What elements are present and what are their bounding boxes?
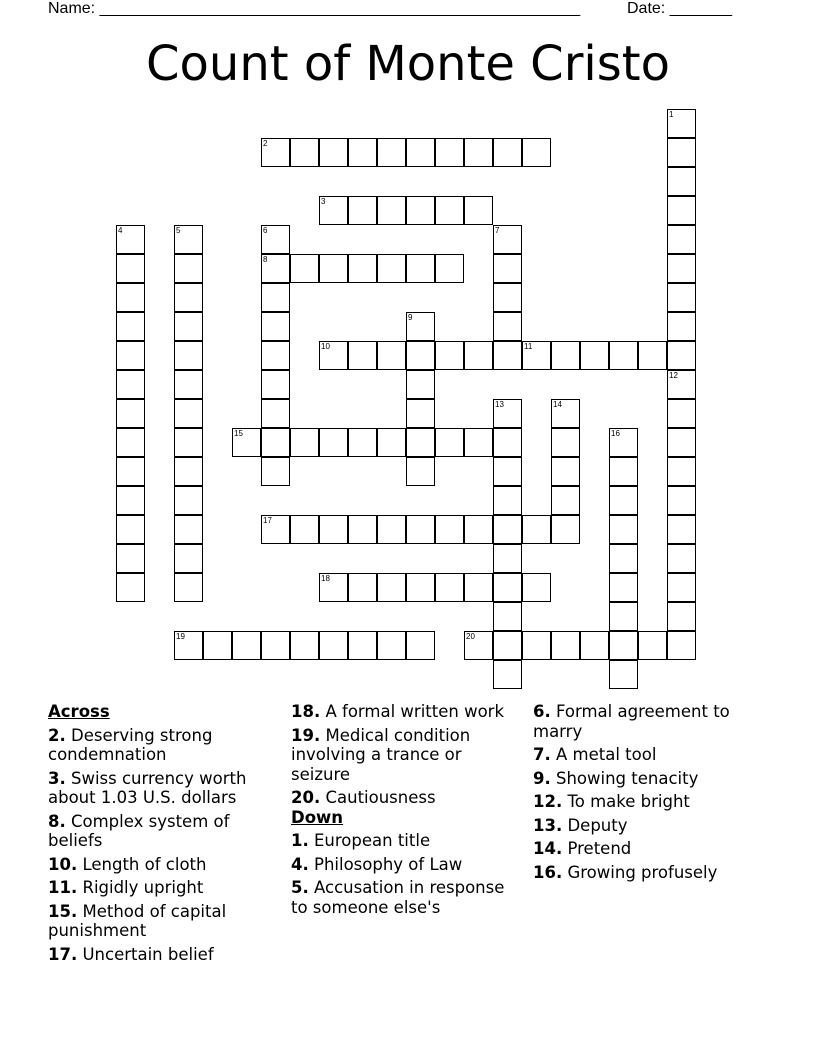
clue-item-number: 12. <box>533 792 563 811</box>
clue-number: 7 <box>495 226 500 235</box>
grid-cell[interactable] <box>609 631 638 660</box>
grid-cell[interactable] <box>522 341 551 370</box>
grid-cell[interactable] <box>348 138 377 167</box>
grid-cell[interactable] <box>174 399 203 428</box>
grid-cell[interactable] <box>435 515 464 544</box>
clue-item-text: Complex system of beliefs <box>48 811 230 850</box>
clue-item <box>291 878 521 917</box>
grid-cell[interactable] <box>551 631 580 660</box>
grid-cell[interactable] <box>435 573 464 602</box>
clue-number: 9 <box>408 313 413 322</box>
clue-number: 14 <box>553 400 562 409</box>
clue-item <box>291 855 521 875</box>
grid-cell[interactable] <box>435 428 464 457</box>
grid-cell[interactable] <box>406 312 435 341</box>
grid-cell[interactable] <box>377 515 406 544</box>
grid-cell[interactable] <box>667 428 696 457</box>
grid-cell[interactable] <box>261 428 290 457</box>
grid-cell[interactable] <box>116 573 145 602</box>
clue-item-text: European title <box>308 831 431 850</box>
grid-cell[interactable] <box>406 399 435 428</box>
grid-cell[interactable] <box>493 544 522 573</box>
clue-item-number: 2. <box>48 725 66 745</box>
grid-cell[interactable] <box>667 341 696 370</box>
grid-cell[interactable] <box>174 283 203 312</box>
grid-cell[interactable] <box>493 631 522 660</box>
clue-item-text: Accusation in response to someone else's <box>291 878 505 917</box>
grid-cell[interactable] <box>667 312 696 341</box>
clue-item-number: 4. <box>291 854 309 874</box>
clue-item-number: 15. <box>48 901 78 921</box>
grid-cell[interactable] <box>174 544 203 573</box>
grid-cell[interactable] <box>609 573 638 602</box>
clue-item <box>48 878 278 898</box>
across-clue-list-continued <box>291 702 521 808</box>
clue-number: 15 <box>234 429 243 438</box>
clue-item-number: 1. <box>291 831 309 850</box>
grid-cell[interactable] <box>174 370 203 399</box>
grid-cell[interactable] <box>261 225 290 254</box>
grid-cell[interactable] <box>667 631 696 660</box>
grid-cell[interactable] <box>116 254 145 283</box>
grid-cell[interactable] <box>319 631 348 660</box>
grid-cell[interactable] <box>290 631 319 660</box>
grid-cell[interactable] <box>667 544 696 573</box>
grid-cell[interactable] <box>319 196 348 225</box>
across-heading: Across <box>48 702 110 721</box>
grid-cell[interactable] <box>319 515 348 544</box>
clue-number: 17 <box>263 516 272 525</box>
clue-item-number: 10. <box>48 854 78 874</box>
grid-cell[interactable] <box>464 428 493 457</box>
grid-cell[interactable] <box>580 341 609 370</box>
clue-item-text: To make bright <box>562 792 690 811</box>
clue-item-number: 3. <box>48 768 66 788</box>
grid-cell[interactable] <box>609 602 638 631</box>
grid-cell[interactable] <box>290 515 319 544</box>
grid-cell[interactable] <box>609 486 638 515</box>
clue-item-number: 9. <box>533 768 551 788</box>
clue-item-text: Pretend <box>562 839 632 858</box>
clue-number: 8 <box>263 255 268 264</box>
date-field-label[interactable]: Date: _______ <box>627 0 732 17</box>
grid-cell[interactable] <box>464 631 493 660</box>
grid-cell[interactable] <box>261 138 290 167</box>
clue-number: 2 <box>263 139 268 148</box>
clue-number: 5 <box>176 226 181 235</box>
grid-cell[interactable] <box>667 486 696 515</box>
grid-cell[interactable] <box>116 399 145 428</box>
grid-cell[interactable] <box>667 515 696 544</box>
clue-item <box>533 839 773 859</box>
grid-cell[interactable] <box>261 312 290 341</box>
grid-cell[interactable] <box>261 283 290 312</box>
clue-item-number: 18. <box>291 702 321 721</box>
grid-cell[interactable] <box>116 486 145 515</box>
grid-cell[interactable] <box>261 515 290 544</box>
grid-cell[interactable] <box>174 486 203 515</box>
clue-item <box>48 902 278 941</box>
clue-number: 16 <box>611 429 620 438</box>
clue-number: 4 <box>118 226 123 235</box>
grid-cell[interactable] <box>493 660 522 689</box>
grid-cell[interactable] <box>116 225 145 254</box>
grid-cell[interactable] <box>609 660 638 689</box>
clue-item-text: Deserving strong condemnation <box>48 725 213 764</box>
clue-item <box>533 863 773 883</box>
grid-cell[interactable] <box>348 341 377 370</box>
grid-cell[interactable] <box>290 428 319 457</box>
clue-item-number: 6. <box>533 702 551 721</box>
grid-cell[interactable] <box>319 138 348 167</box>
grid-cell[interactable] <box>319 428 348 457</box>
grid-cell[interactable] <box>609 544 638 573</box>
grid-cell[interactable] <box>522 138 551 167</box>
name-field-label[interactable]: Name: ______________________________________________________ <box>48 0 581 17</box>
grid-cell[interactable] <box>464 515 493 544</box>
clue-item-text: Cautiousness <box>320 788 436 807</box>
grid-cell[interactable] <box>464 138 493 167</box>
clue-item <box>533 745 773 765</box>
grid-cell[interactable] <box>435 196 464 225</box>
clue-item-text: Formal agreement to marry <box>533 702 730 741</box>
grid-cell[interactable] <box>493 515 522 544</box>
clue-item <box>48 726 278 765</box>
clue-number: 20 <box>466 632 475 641</box>
clue-item-text: A formal written work <box>320 702 505 721</box>
clue-item-text: Rigidly upright <box>77 878 204 897</box>
grid-cell[interactable] <box>609 515 638 544</box>
grid-cell[interactable] <box>406 254 435 283</box>
clue-item-text: Showing tenacity <box>550 768 699 788</box>
clue-item <box>291 726 521 785</box>
clues-column-3 <box>533 702 773 886</box>
grid-cell[interactable] <box>667 109 696 138</box>
clue-item <box>533 702 773 741</box>
grid-cell[interactable] <box>174 225 203 254</box>
clue-item <box>533 769 773 789</box>
clue-item <box>48 945 278 965</box>
grid-cell[interactable] <box>406 341 435 370</box>
grid-cell[interactable] <box>174 312 203 341</box>
grid-cell[interactable] <box>667 573 696 602</box>
grid-cell[interactable] <box>667 254 696 283</box>
clue-item-text: Swiss currency worth about 1.03 U.S. dollars <box>48 768 247 807</box>
grid-cell[interactable] <box>406 428 435 457</box>
grid-cell[interactable] <box>493 312 522 341</box>
grid-cell[interactable] <box>522 573 551 602</box>
clue-number: 11 <box>524 342 533 351</box>
grid-cell[interactable] <box>377 341 406 370</box>
clue-item <box>291 788 521 808</box>
grid-cell[interactable] <box>667 399 696 428</box>
grid-cell[interactable] <box>116 312 145 341</box>
grid-cell[interactable] <box>493 283 522 312</box>
grid-cell[interactable] <box>348 573 377 602</box>
clue-item <box>291 831 521 851</box>
clue-item <box>533 792 773 812</box>
grid-cell[interactable] <box>522 515 551 544</box>
clue-item-text: A metal tool <box>550 745 657 764</box>
grid-cell[interactable] <box>551 486 580 515</box>
grid-cell[interactable] <box>174 341 203 370</box>
grid-cell[interactable] <box>435 341 464 370</box>
grid-cell[interactable] <box>261 254 290 283</box>
grid-cell[interactable] <box>377 254 406 283</box>
clue-item-number: 19. <box>291 725 321 745</box>
grid-cell[interactable] <box>116 515 145 544</box>
grid-cell[interactable] <box>435 254 464 283</box>
grid-cell[interactable] <box>377 573 406 602</box>
grid-cell[interactable] <box>667 196 696 225</box>
grid-cell[interactable] <box>493 399 522 428</box>
grid-cell[interactable] <box>435 138 464 167</box>
grid-cell[interactable] <box>493 341 522 370</box>
grid-cell[interactable] <box>261 457 290 486</box>
grid-cell[interactable] <box>174 254 203 283</box>
clue-item <box>48 769 278 808</box>
grid-cell[interactable] <box>377 196 406 225</box>
grid-cell[interactable] <box>667 602 696 631</box>
grid-cell[interactable] <box>609 428 638 457</box>
grid-cell[interactable] <box>406 573 435 602</box>
grid-cell[interactable] <box>406 457 435 486</box>
grid-cell[interactable] <box>493 457 522 486</box>
grid-cell[interactable] <box>638 341 667 370</box>
grid-cell[interactable] <box>174 428 203 457</box>
clues-column-2 <box>291 702 521 921</box>
clue-item <box>48 855 278 875</box>
grid-cell[interactable] <box>348 515 377 544</box>
grid-cell[interactable] <box>493 486 522 515</box>
grid-cell[interactable] <box>464 196 493 225</box>
clue-number: 13 <box>495 400 504 409</box>
grid-cell[interactable] <box>493 428 522 457</box>
grid-cell[interactable] <box>406 138 435 167</box>
grid-cell[interactable] <box>319 341 348 370</box>
grid-cell[interactable] <box>174 515 203 544</box>
clue-number: 10 <box>321 342 330 351</box>
clue-number: 1 <box>669 110 674 119</box>
down-clue-list <box>291 831 521 917</box>
across-clue-list <box>48 726 278 965</box>
grid-cell[interactable] <box>174 573 203 602</box>
grid-cell[interactable] <box>609 341 638 370</box>
clue-number: 19 <box>176 632 185 641</box>
clue-number: 12 <box>669 371 678 380</box>
down-clue-list-continued <box>533 702 773 882</box>
grid-cell[interactable] <box>638 631 667 660</box>
clues-column-1 <box>48 702 278 968</box>
grid-cell[interactable] <box>551 515 580 544</box>
clue-item-number: 11. <box>48 878 78 897</box>
clue-item-number: 7. <box>533 745 551 764</box>
clue-item-number: 8. <box>48 811 66 831</box>
grid-cell[interactable] <box>406 631 435 660</box>
clue-item-number: 14. <box>533 839 563 858</box>
clue-item-text: Uncertain belief <box>77 944 214 964</box>
grid-cell[interactable] <box>551 428 580 457</box>
grid-cell[interactable] <box>493 602 522 631</box>
grid-cell[interactable] <box>551 341 580 370</box>
grid-cell[interactable] <box>377 428 406 457</box>
clue-item-number: 17. <box>48 944 78 964</box>
grid-cell[interactable] <box>348 196 377 225</box>
clue-number: 18 <box>321 574 330 583</box>
grid-cell[interactable] <box>290 254 319 283</box>
grid-cell[interactable] <box>116 457 145 486</box>
grid-cell[interactable] <box>667 138 696 167</box>
clue-number: 3 <box>321 197 326 206</box>
grid-cell[interactable] <box>667 225 696 254</box>
grid-cell[interactable] <box>116 428 145 457</box>
grid-cell[interactable] <box>261 399 290 428</box>
clue-item-text: Method of capital punishment <box>48 901 227 940</box>
grid-cell[interactable] <box>493 138 522 167</box>
grid-cell[interactable] <box>551 399 580 428</box>
clue-item-text: Philosophy of Law <box>308 854 463 874</box>
grid-cell[interactable] <box>116 370 145 399</box>
grid-cell[interactable] <box>348 428 377 457</box>
grid-cell[interactable] <box>377 138 406 167</box>
grid-cell[interactable] <box>493 225 522 254</box>
grid-cell[interactable] <box>522 631 551 660</box>
grid-cell[interactable] <box>319 573 348 602</box>
clue-item <box>291 702 521 722</box>
grid-cell[interactable] <box>261 631 290 660</box>
grid-cell[interactable] <box>667 167 696 196</box>
grid-cell[interactable] <box>116 544 145 573</box>
grid-cell[interactable] <box>377 631 406 660</box>
grid-cell[interactable] <box>464 573 493 602</box>
grid-cell[interactable] <box>116 341 145 370</box>
grid-cell[interactable] <box>290 138 319 167</box>
clue-item <box>48 812 278 851</box>
page-title: Count of Monte Cristo <box>146 36 670 92</box>
grid-cell[interactable] <box>406 515 435 544</box>
clue-item-number: 13. <box>533 815 563 835</box>
grid-cell[interactable] <box>464 341 493 370</box>
clue-item <box>533 816 773 836</box>
clue-item-number: 5. <box>291 878 309 897</box>
grid-cell[interactable] <box>493 573 522 602</box>
grid-cell[interactable] <box>348 631 377 660</box>
clue-item-text: Deputy <box>562 815 628 835</box>
clue-number: 6 <box>263 226 268 235</box>
grid-cell[interactable] <box>203 631 232 660</box>
grid-cell[interactable] <box>261 341 290 370</box>
grid-cell[interactable] <box>580 631 609 660</box>
grid-cell[interactable] <box>261 370 290 399</box>
grid-cell[interactable] <box>406 196 435 225</box>
clue-item-number: 16. <box>533 862 563 882</box>
grid-cell[interactable] <box>551 457 580 486</box>
grid-cell[interactable] <box>319 254 348 283</box>
grid-cell[interactable] <box>667 457 696 486</box>
grid-cell[interactable] <box>174 457 203 486</box>
grid-cell[interactable] <box>493 254 522 283</box>
grid-cell[interactable] <box>667 370 696 399</box>
down-heading: Down <box>291 807 344 827</box>
grid-cell[interactable] <box>348 254 377 283</box>
clue-item-text: Length of cloth <box>77 854 207 874</box>
grid-cell[interactable] <box>232 631 261 660</box>
grid-cell[interactable] <box>609 457 638 486</box>
clue-item-text: Medical condition involving a trance or seizure <box>291 725 471 784</box>
clue-item-text: Growing profusely <box>562 862 718 882</box>
clue-item-number: 20. <box>291 788 321 807</box>
grid-cell[interactable] <box>116 283 145 312</box>
grid-cell[interactable] <box>667 283 696 312</box>
grid-cell[interactable] <box>406 370 435 399</box>
grid-cell[interactable] <box>232 428 261 457</box>
grid-cell[interactable] <box>174 631 203 660</box>
